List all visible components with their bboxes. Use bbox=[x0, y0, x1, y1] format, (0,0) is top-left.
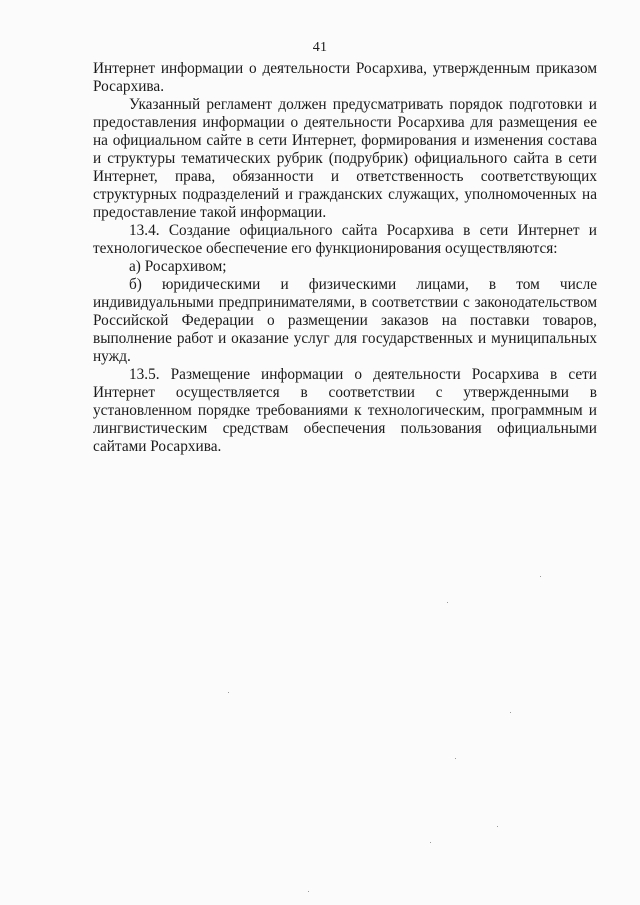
scan-speck bbox=[228, 692, 229, 693]
scan-speck bbox=[430, 842, 431, 843]
paragraph-regulation-requirements: Указанный регламент должен предусматривать порядок подготовки и предоставления информации о деятельности Росархива для размещения ее на официальном сайте в сети Интернет, формирования и изменения состава и структуры тематических рубрик (подрубрик) официального сайта в сети Интернет, права, обязанности и ответственность соответствующих структурных подразделений и гражданских служащих, уполномоченных на предоставление такой информации. bbox=[93, 96, 597, 221]
scan-speck bbox=[308, 891, 309, 892]
paragraph-13-5: 13.5. Размещение информации о деятельности Росархива в сети Интернет осуществляется в соответствии с утвержденными в установленном порядке требованиями к технологическим, программным и лингвистическим средствам обеспечения пользования официальными сайтами Росархива. bbox=[93, 366, 597, 455]
list-item-a: а) Росархивом; bbox=[129, 258, 227, 275]
document-body bbox=[93, 60, 597, 456]
scan-speck bbox=[447, 602, 448, 603]
scan-speck bbox=[510, 712, 511, 713]
paragraph-continuation: Интернет информации о деятельности Росархива, утвержденным приказом Росархива. bbox=[93, 60, 597, 95]
list-item-b: б) юридическими и физическими лицами, в том числе индивидуальными предпринимателями, в соответствии с законодательством Российской Федерации о размещении заказов на поставки товаров, выполнение работ и оказание услуг для государственных и муниципальных нужд. bbox=[93, 276, 597, 365]
scan-speck bbox=[497, 826, 498, 827]
scan-speck bbox=[540, 576, 541, 577]
paragraph-13-4: 13.4. Создание официального сайта Росархива в сети Интернет и технологическое обеспечение его функционирования осуществляются: bbox=[93, 222, 597, 257]
scan-speck bbox=[455, 758, 456, 759]
page-number: 41 bbox=[312, 40, 328, 55]
